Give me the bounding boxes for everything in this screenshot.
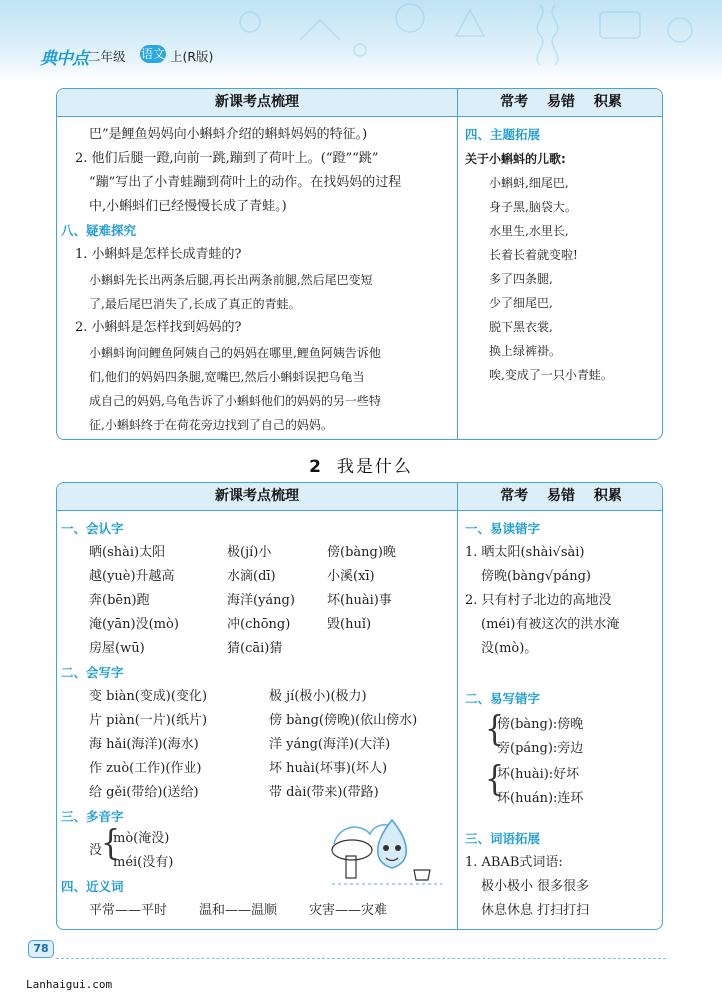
section-title: 三、多音字 [61, 809, 124, 824]
chapter-title [0, 452, 722, 477]
read-error-line: (méi)有被这次的洪水淹 [481, 617, 620, 632]
polyphone-char: 没 [89, 843, 103, 858]
volume-label: 上(R版) [170, 49, 214, 64]
song-line: 水里生,水里长, [489, 224, 569, 238]
char-item: 奔(bēn)跑 [89, 593, 150, 608]
write-item: 给 gěi(带给)(送给) [89, 785, 199, 800]
char-item: 毁(huǐ) [327, 617, 372, 632]
song-line: 换上绿裤褂。 [489, 344, 562, 358]
section-title: 四、近义词 [61, 879, 124, 894]
answer-line: 征,小蝌蚪终于在荷花旁边找到了自己的妈妈。 [89, 418, 333, 432]
left-header: 新课考点梳理 [57, 89, 457, 117]
write-item: 海 hǎi(海洋)(海水) [89, 737, 199, 752]
answer-line: 小蝌蚪询问鲤鱼阿姨自己的妈妈在哪里,鲤鱼阿姨告诉他 [89, 346, 381, 360]
site-watermark: Lanhaigui.com [26, 978, 113, 991]
read-error-line: 2. 只有村子北边的高地没 [465, 593, 612, 608]
grade-label: 二年级 [88, 49, 126, 64]
synonym-pair: 平常——平时 [89, 903, 168, 918]
science-doodle-icon [0, 0, 722, 82]
cartoon-waterdrop-illustration [328, 800, 448, 888]
text-line: “蹦”写出了小青蛙蹦到荷叶上的动作。在找妈妈的过程 [89, 175, 402, 190]
section-title: 二、易写错字 [465, 691, 541, 706]
write-item: 片 piàn(一片)(纸片) [89, 713, 208, 728]
abab-row: 极小极小 很多很多 [481, 879, 590, 894]
column-divider [457, 483, 458, 929]
section-title: 八、疑难探究 [61, 223, 137, 238]
section-title: 四、主题拓展 [465, 127, 541, 142]
brace-icon: { [485, 709, 505, 750]
song-line: 长着长着就变啦! [489, 248, 578, 262]
brace-icon: { [101, 823, 121, 864]
answer-line: 成自己的妈妈,乌龟告诉了小蝌蚪他们的妈妈的另一些特 [89, 394, 381, 408]
song-line: 多了四条腿, [489, 272, 553, 286]
char-item: 房屋(wū) [89, 641, 145, 656]
write-item: 洋 yáng(海洋)(大洋) [269, 737, 391, 752]
column-divider [457, 89, 458, 439]
text-line: 巴”是鲤鱼妈妈向小蝌蚪介绍的蝌蚪妈妈的特征。) [89, 127, 368, 142]
section-title: 一、会认字 [61, 521, 124, 536]
write-error-item: 旁(páng):旁边 [497, 741, 584, 756]
answer-line: 们,他们的妈妈四条腿,宽嘴巴,然后小蝌蚪误把乌龟当 [89, 370, 365, 384]
song-title: 关于小蝌蚪的儿歌: [465, 152, 566, 166]
write-error-item: 环(huán):连环 [497, 791, 584, 806]
panel-review-1 [56, 88, 663, 440]
question: 2. 小蝌蚪是怎样找到妈妈的? [75, 320, 242, 335]
char-item: 傍(bàng)晚 [327, 545, 396, 560]
write-item: 傍 bàng(傍晚)(依山傍水) [269, 713, 418, 728]
right-header: 常考 易错 积累 [458, 89, 663, 117]
write-item: 作 zuò(工作)(作业) [89, 761, 202, 776]
answer-line: 小蝌蚪先长出两条后腿,再长出两条前腿,然后尾巴变短 [89, 273, 373, 287]
write-error-item: 傍(bàng):傍晚 [497, 717, 584, 732]
synonym-pair: 灾害——灾难 [309, 903, 388, 918]
song-line: 少了细尾巴, [489, 296, 553, 310]
chapter-name: 我是什么 [336, 457, 413, 477]
brand-logo: 典中点 [40, 49, 88, 69]
abab-row: 休息休息 打扫打扫 [481, 903, 590, 918]
section-title: 一、易读错字 [465, 521, 541, 536]
right-header: 常考 易错 积累 [458, 483, 663, 511]
polyphone-reading: mò(淹没) [113, 831, 170, 846]
page-number: 78 [28, 940, 54, 958]
char-item: 小溪(xī) [327, 569, 375, 584]
read-error-line: 1. 晒太阳(shài√sài) [465, 545, 585, 560]
text-line: 中,小蝌蚪们已经慢慢长成了青蛙。) [89, 199, 287, 214]
abab-title: 1. ABAB式词语: [465, 855, 563, 870]
write-item: 带 dài(带来)(带路) [269, 785, 379, 800]
char-item: 猜(cāi)猜 [227, 641, 283, 656]
text-line: 2. 他们后腿一蹬,向前一跳,蹦到了荷叶上。(“蹬”“跳” [75, 151, 379, 166]
char-item: 海洋(yáng) [227, 593, 295, 608]
section-title: 二、会写字 [61, 665, 124, 680]
section-title: 三、词语拓展 [465, 831, 541, 846]
song-line: 身子黑,脑袋大。 [489, 200, 577, 214]
char-item: 冲(chōng) [227, 617, 291, 632]
subject-badge: 语文 [140, 47, 165, 61]
char-item: 水滴(dī) [227, 569, 276, 584]
song-line: 小蝌蚪,细尾巴, [489, 176, 569, 190]
char-item: 晒(shài)太阳 [89, 545, 166, 560]
top-banner [0, 0, 722, 82]
left-header: 新课考点梳理 [57, 483, 457, 511]
chapter-number: 2 [309, 457, 323, 477]
write-error-item: 坏(huài):好坏 [497, 767, 580, 782]
write-item: 变 biàn(变成)(变化) [89, 689, 208, 704]
write-item: 极 jí(极小)(极力) [269, 689, 367, 704]
question: 1. 小蝌蚪是怎样长成青蛙的? [75, 247, 242, 262]
synonym-pair: 温和——温顺 [199, 903, 278, 918]
song-line: 唉,变成了一只小青蛙。 [489, 368, 613, 382]
footer-divider [56, 958, 666, 959]
char-item: 坏(huài)事 [327, 593, 392, 608]
brace-icon: { [485, 759, 505, 800]
read-error-line: 没(mò)。 [481, 641, 538, 656]
read-error-line: 傍晚(bàng√páng) [481, 569, 591, 584]
polyphone-reading: méi(没有) [113, 855, 174, 870]
char-item: 越(yuè)升越高 [89, 569, 175, 584]
char-item: 极(jí)小 [227, 545, 272, 560]
song-line: 脱下黑衣裳, [489, 320, 553, 334]
write-item: 坏 huài(坏事)(坏人) [269, 761, 388, 776]
answer-line: 了,最后尾巴消失了,长成了真正的青蛙。 [89, 297, 301, 311]
char-item: 淹(yān)没(mò) [89, 617, 179, 632]
